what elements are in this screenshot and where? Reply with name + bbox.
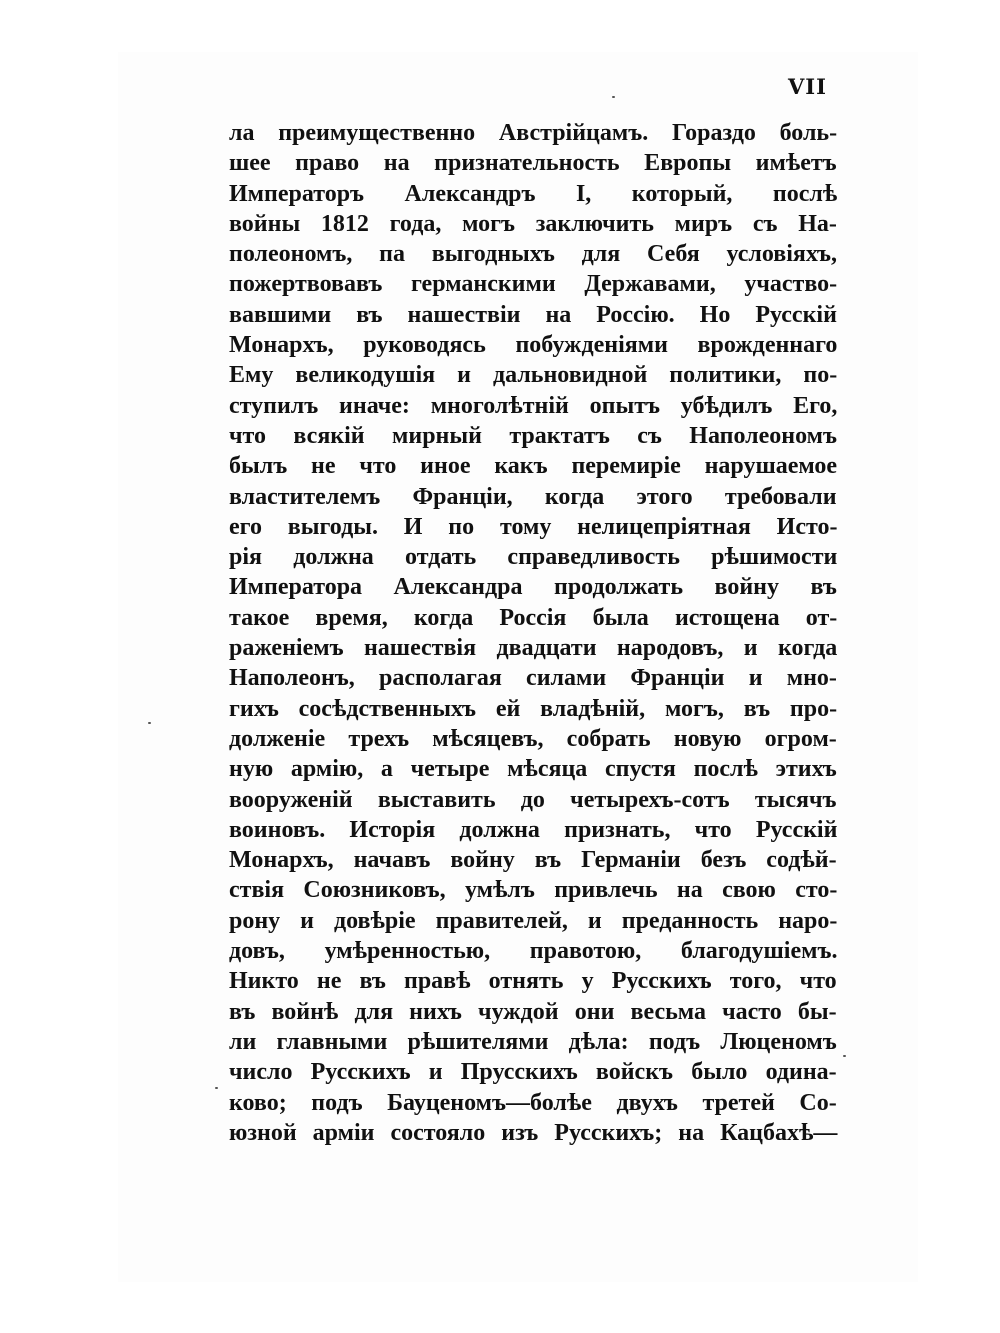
text-line: юзной арміи состояло изъ Русскихъ; на Кацбахѣ— [229,1119,838,1146]
text-line: вооруженій выставить до четырехъ-сотъ тысячъ [229,786,837,813]
text-line: ково; подъ Бауценомъ—болѣе двухъ третей Со- [229,1089,837,1116]
text-line: ствія Союзниковъ, умѣлъ привлечь на свою сто- [229,877,838,904]
text-line: властителемъ Франціи, когда этого требовали [229,483,837,510]
scan-speck [612,96,615,98]
body-text [229,118,837,1148]
text-line: былъ не что иное какъ перемиріе нарушаемое [229,453,838,480]
text-line: Монархъ, начавъ войну въ Германіи безъ содѣй- [229,847,837,874]
text-line: войны 1812 года, могъ заключить миръ съ На- [229,210,837,237]
text-line: гихъ сосѣдственныхъ ей владѣній, могъ, въ про- [229,695,838,722]
text-line: ную армію, а четыре мѣсяца спустя послѣ этихъ [229,756,837,783]
text-line: что всякій мирный трактатъ съ Наполеономъ [229,422,837,449]
text-line: ла преимущественно Австрійцамъ. Гораздо боль- [229,120,838,146]
scan-speck [215,1087,218,1089]
scan-speck [843,1055,846,1057]
text-line: Императора Александра продолжать войну въ [229,574,837,601]
text-line: число Русскихъ и Прусскихъ войскъ было одина- [229,1059,837,1086]
text-line: ступилъ иначе: многолѣтній опытъ убѣдилъ Его, [229,392,838,419]
text-line: ли главными рѣшителями дѣла: подъ Люценомъ [229,1028,837,1055]
text-line: шее право на признательность Европы имѣетъ [229,150,837,177]
text-line: Никто не въ правѣ отнять у Русскихъ того, что [229,968,837,995]
text-line: воиновъ. Исторія должна признать, что Русскій [229,816,838,843]
text-line: Наполеонъ, располагая силами Франціи и мно- [229,665,837,692]
text-line: такое время, когда Россія была истощена от- [229,604,838,631]
text-line: рія должна отдать справедливость рѣшимости [229,544,838,571]
text-line: вавшими въ нашествіи на Россію. Но Русскій [229,301,837,328]
text-line: пожертвовавъ германскими Державами, участво- [229,271,838,298]
text-line: рону и довѣріе правителей, и преданность наро- [229,907,838,934]
text-line: Императоръ Александръ I, который, послѣ [229,180,838,207]
text-line: долженіе трехъ мѣсяцевъ, собрать новую огром- [229,725,837,752]
page-number: VII [788,74,827,99]
text-line: въ войнѣ для нихъ чуждой они весьма часто бы- [229,998,837,1025]
text-line: раженіемъ нашествія двадцати народовъ, и когда [229,635,838,662]
scan-speck [148,722,151,724]
text-line: его выгоды. И по тому нелицепріятная Исто- [229,513,838,540]
text-line: довъ, умѣренностью, правотою, благодушіемъ. [229,938,838,965]
text-line: Ему великодушія и дальновидной политики, по- [229,362,838,389]
text-line: Монархъ, руководясь побужденіями врожденнаго [229,332,838,359]
text-line: полеономъ, па выгодныхъ для Себя условіяхъ, [229,241,837,268]
